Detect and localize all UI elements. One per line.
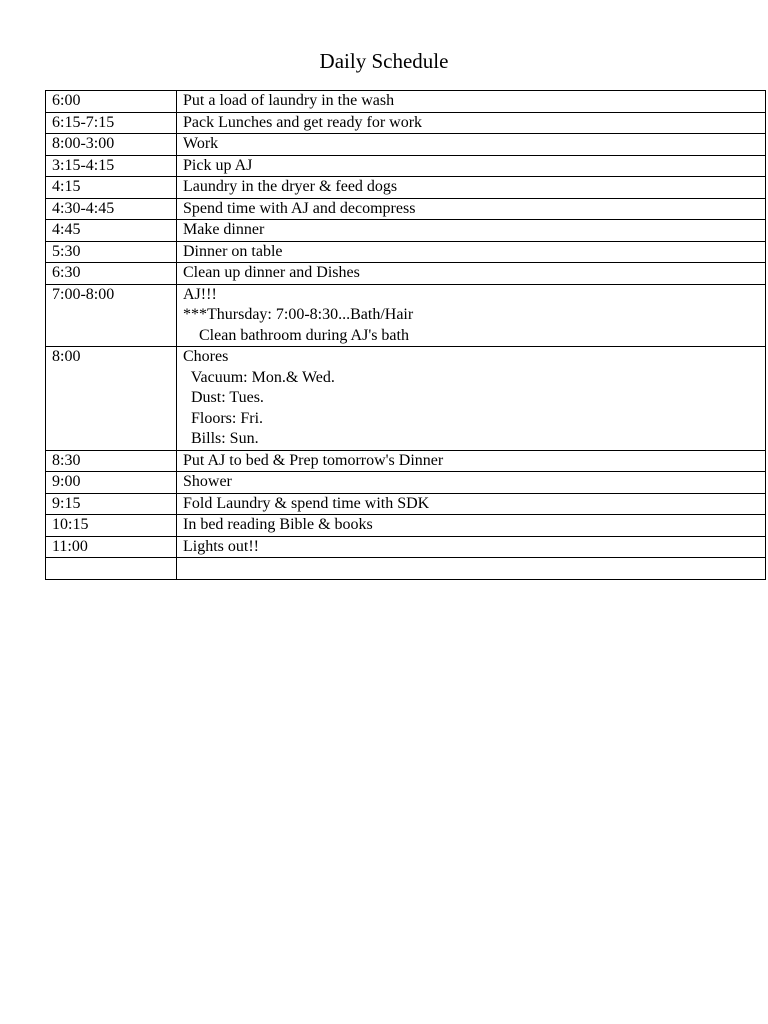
activity-cell bbox=[177, 347, 766, 451]
activity-line: AJ!!! bbox=[183, 285, 217, 303]
activity-cell bbox=[177, 536, 766, 558]
time-cell: 11:00 bbox=[46, 536, 177, 558]
activity-cell bbox=[177, 515, 766, 537]
table-row bbox=[46, 450, 766, 472]
page-title: Daily Schedule bbox=[319, 49, 449, 73]
activity-line: Floors: Fri. bbox=[183, 409, 264, 427]
activity-line: ***Thursday: 7:00-8:30...Bath/Hair bbox=[183, 306, 414, 323]
activity-cell bbox=[177, 493, 766, 515]
activity-cell bbox=[177, 450, 766, 472]
activity-line: Pick up AJ bbox=[183, 156, 253, 174]
activity-line: Clean up dinner and Dishes bbox=[183, 264, 360, 281]
time-cell: 3:15-4:15 bbox=[46, 155, 177, 177]
activity-line: In bed reading Bible & books bbox=[183, 516, 373, 533]
table-row bbox=[46, 155, 766, 177]
table-row bbox=[46, 112, 766, 134]
activity-line: Put AJ to bed & Prep tomorrow's Dinner bbox=[183, 451, 444, 469]
table-row bbox=[46, 134, 766, 156]
table-row bbox=[46, 91, 766, 113]
time-cell: 8:30 bbox=[46, 450, 177, 472]
activity-cell bbox=[177, 198, 766, 220]
activity-line: Chores bbox=[183, 348, 229, 365]
activity-line: Make dinner bbox=[183, 221, 265, 238]
table-row bbox=[46, 493, 766, 515]
time-cell: 6:30 bbox=[46, 263, 177, 285]
time-cell: 10:15 bbox=[46, 515, 177, 537]
table-row bbox=[46, 220, 766, 242]
time-cell: 7:00-8:00 bbox=[46, 284, 177, 347]
schedule-body bbox=[46, 91, 766, 580]
activity-line: Lights out!! bbox=[183, 537, 259, 555]
time-cell: 5:30 bbox=[46, 241, 177, 263]
activity-cell bbox=[177, 241, 766, 263]
activity-line: Work bbox=[183, 135, 219, 152]
table-row bbox=[46, 177, 766, 199]
table-row bbox=[46, 241, 766, 263]
table-row bbox=[46, 347, 766, 451]
activity-cell bbox=[177, 134, 766, 156]
activity-line: Shower bbox=[183, 473, 232, 490]
activity-line: Put a load of laundry in the wash bbox=[183, 92, 395, 109]
empty-table-row bbox=[46, 558, 766, 580]
activity-line: Dust: Tues. bbox=[183, 389, 264, 406]
time-cell: 6:00 bbox=[46, 91, 177, 113]
activity-cell bbox=[177, 472, 766, 494]
table-row bbox=[46, 198, 766, 220]
activity-line: Fold Laundry & spend time with SDK bbox=[183, 494, 430, 512]
table-row bbox=[46, 263, 766, 285]
table-row bbox=[46, 515, 766, 537]
activity-line: Laundry in the dryer & feed dogs bbox=[183, 178, 398, 195]
time-cell: 4:15 bbox=[46, 177, 177, 199]
activity-line: Bills: Sun. bbox=[183, 430, 259, 447]
activity-cell bbox=[177, 177, 766, 199]
time-cell: 4:30-4:45 bbox=[46, 198, 177, 220]
activity-line: Spend time with AJ and decompress bbox=[183, 199, 416, 217]
activity-line: Clean bathroom during AJ's bath bbox=[183, 326, 409, 344]
table-row bbox=[46, 472, 766, 494]
activity-line: Dinner on table bbox=[183, 242, 283, 260]
activity-cell bbox=[177, 155, 766, 177]
table-row bbox=[46, 284, 766, 347]
activity-cell bbox=[177, 220, 766, 242]
table-row bbox=[46, 536, 766, 558]
activity-cell bbox=[177, 91, 766, 113]
time-cell: 9:00 bbox=[46, 472, 177, 494]
activity-line: Vacuum: Mon.& Wed. bbox=[183, 368, 335, 386]
time-cell: 8:00 bbox=[46, 347, 177, 451]
empty-time-cell bbox=[46, 558, 177, 580]
time-cell: 9:15 bbox=[46, 493, 177, 515]
activity-cell bbox=[177, 263, 766, 285]
time-cell: 8:00-3:00 bbox=[46, 134, 177, 156]
time-cell: 4:45 bbox=[46, 220, 177, 242]
activity-cell bbox=[177, 112, 766, 134]
empty-activity-cell bbox=[177, 558, 766, 580]
schedule-table bbox=[45, 90, 766, 580]
activity-cell bbox=[177, 284, 766, 347]
time-cell: 6:15-7:15 bbox=[46, 112, 177, 134]
activity-line: Pack Lunches and get ready for work bbox=[183, 113, 423, 131]
